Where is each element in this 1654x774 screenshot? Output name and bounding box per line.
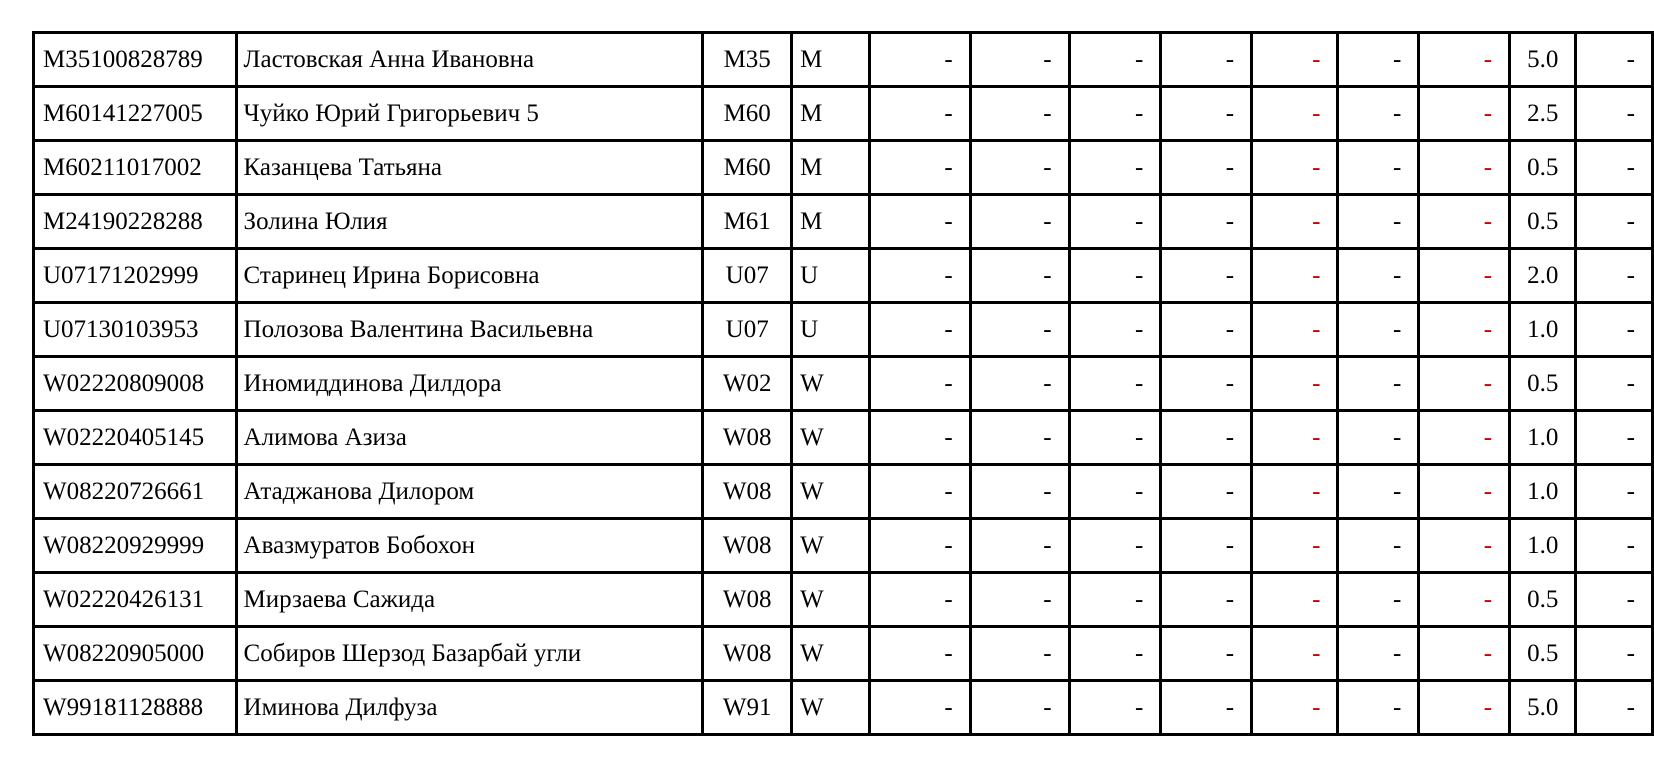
group-code-cell: W02 — [703, 357, 792, 411]
group-code-cell: W08 — [703, 519, 792, 573]
result-cell-4: - — [1161, 33, 1252, 87]
participant-id-cell: U07171202999 — [34, 249, 237, 303]
result-cell-8: - — [1576, 249, 1653, 303]
category-letter-cell: W — [792, 573, 870, 627]
table-body — [34, 33, 1653, 735]
result-cell-3: - — [1069, 195, 1161, 249]
participant-name-cell: Казанцева Татьяна — [236, 141, 703, 195]
table-row — [34, 195, 1653, 249]
table-row — [34, 303, 1653, 357]
result-cell-5: - — [1252, 87, 1338, 141]
result-cell-1: - — [870, 681, 971, 735]
category-letter-cell: W — [792, 465, 870, 519]
results-table — [32, 31, 1654, 736]
participant-name-cell: Алимова Азиза — [236, 411, 703, 465]
table-row — [34, 249, 1653, 303]
participant-name-cell: Атаджанова Дилором — [236, 465, 703, 519]
result-cell-7: - — [1419, 357, 1510, 411]
result-cell-1: - — [870, 519, 971, 573]
participant-id-cell: M24190228288 — [34, 195, 237, 249]
participant-id-cell: M60141227005 — [34, 87, 237, 141]
result-cell-3: - — [1069, 249, 1161, 303]
category-letter-cell: M — [792, 141, 870, 195]
group-code-cell: W91 — [703, 681, 792, 735]
result-cell-6: - — [1338, 195, 1419, 249]
result-cell-5: - — [1252, 519, 1338, 573]
result-cell-5: - — [1252, 357, 1338, 411]
participant-name-cell: Чуйко Юрий Григорьевич 5 — [236, 87, 703, 141]
participant-id-cell: M60211017002 — [34, 141, 237, 195]
category-letter-cell: W — [792, 411, 870, 465]
participant-id-cell: W02220426131 — [34, 573, 237, 627]
result-cell-3: - — [1069, 627, 1161, 681]
result-cell-8: - — [1576, 411, 1653, 465]
result-cell-3: - — [1069, 303, 1161, 357]
group-code-cell: U07 — [703, 303, 792, 357]
group-code-cell: W08 — [703, 627, 792, 681]
participant-id-cell: W02220405145 — [34, 411, 237, 465]
result-cell-1: - — [870, 249, 971, 303]
result-cell-3: - — [1069, 573, 1161, 627]
score-cell: 2.0 — [1510, 249, 1576, 303]
result-cell-7: - — [1419, 87, 1510, 141]
table-row — [34, 33, 1653, 87]
result-cell-2: - — [970, 141, 1069, 195]
result-cell-5: - — [1252, 33, 1338, 87]
result-cell-4: - — [1161, 249, 1252, 303]
category-letter-cell: U — [792, 249, 870, 303]
result-cell-6: - — [1338, 411, 1419, 465]
result-cell-6: - — [1338, 357, 1419, 411]
result-cell-1: - — [870, 573, 971, 627]
score-cell: 5.0 — [1510, 33, 1576, 87]
group-code-cell: M35 — [703, 33, 792, 87]
table-row — [34, 573, 1653, 627]
result-cell-7: - — [1419, 33, 1510, 87]
result-cell-3: - — [1069, 681, 1161, 735]
result-cell-6: - — [1338, 519, 1419, 573]
result-cell-7: - — [1419, 465, 1510, 519]
table-row — [34, 141, 1653, 195]
result-cell-1: - — [870, 465, 971, 519]
result-cell-7: - — [1419, 411, 1510, 465]
participant-name-cell: Золина Юлия — [236, 195, 703, 249]
group-code-cell: M60 — [703, 87, 792, 141]
score-cell: 1.0 — [1510, 411, 1576, 465]
result-cell-1: - — [870, 33, 971, 87]
result-cell-6: - — [1338, 33, 1419, 87]
result-cell-4: - — [1161, 141, 1252, 195]
participant-id-cell: U07130103953 — [34, 303, 237, 357]
result-cell-8: - — [1576, 681, 1653, 735]
table-row — [34, 357, 1653, 411]
result-cell-4: - — [1161, 519, 1252, 573]
result-cell-2: - — [970, 195, 1069, 249]
result-cell-3: - — [1069, 33, 1161, 87]
result-cell-8: - — [1576, 195, 1653, 249]
result-cell-6: - — [1338, 87, 1419, 141]
result-cell-5: - — [1252, 681, 1338, 735]
result-cell-7: - — [1419, 519, 1510, 573]
score-cell: 0.5 — [1510, 573, 1576, 627]
group-code-cell: U07 — [703, 249, 792, 303]
participant-id-cell: W02220809008 — [34, 357, 237, 411]
result-cell-5: - — [1252, 303, 1338, 357]
result-cell-4: - — [1161, 411, 1252, 465]
table-row — [34, 465, 1653, 519]
result-cell-6: - — [1338, 303, 1419, 357]
result-cell-7: - — [1419, 195, 1510, 249]
result-cell-8: - — [1576, 357, 1653, 411]
result-cell-8: - — [1576, 87, 1653, 141]
group-code-cell: M60 — [703, 141, 792, 195]
result-cell-5: - — [1252, 627, 1338, 681]
category-letter-cell: M — [792, 33, 870, 87]
participant-name-cell: Иминова Дилфуза — [236, 681, 703, 735]
result-cell-3: - — [1069, 141, 1161, 195]
result-cell-8: - — [1576, 33, 1653, 87]
result-cell-4: - — [1161, 195, 1252, 249]
result-cell-2: - — [970, 249, 1069, 303]
category-letter-cell: W — [792, 357, 870, 411]
result-cell-7: - — [1419, 303, 1510, 357]
result-cell-7: - — [1419, 141, 1510, 195]
result-cell-1: - — [870, 411, 971, 465]
participant-name-cell: Старинец Ирина Борисовна — [236, 249, 703, 303]
result-cell-6: - — [1338, 465, 1419, 519]
result-cell-5: - — [1252, 141, 1338, 195]
participant-id-cell: W08220905000 — [34, 627, 237, 681]
table-row — [34, 87, 1653, 141]
participant-name-cell: Собиров Шерзод Базарбай угли — [236, 627, 703, 681]
result-cell-1: - — [870, 627, 971, 681]
score-cell: 1.0 — [1510, 519, 1576, 573]
category-letter-cell: W — [792, 681, 870, 735]
group-code-cell: W08 — [703, 411, 792, 465]
result-cell-8: - — [1576, 141, 1653, 195]
result-cell-7: - — [1419, 627, 1510, 681]
result-cell-8: - — [1576, 465, 1653, 519]
score-cell: 0.5 — [1510, 357, 1576, 411]
result-cell-2: - — [970, 573, 1069, 627]
participant-id-cell: W99181128888 — [34, 681, 237, 735]
participant-name-cell: Полозова Валентина Васильевна — [236, 303, 703, 357]
result-cell-6: - — [1338, 681, 1419, 735]
score-cell: 0.5 — [1510, 195, 1576, 249]
score-cell: 1.0 — [1510, 465, 1576, 519]
result-cell-4: - — [1161, 303, 1252, 357]
result-cell-8: - — [1576, 519, 1653, 573]
result-cell-3: - — [1069, 465, 1161, 519]
category-letter-cell: M — [792, 87, 870, 141]
group-code-cell: W08 — [703, 573, 792, 627]
participant-name-cell: Авазмуратов Бобохон — [236, 519, 703, 573]
result-cell-7: - — [1419, 573, 1510, 627]
result-cell-5: - — [1252, 411, 1338, 465]
result-cell-2: - — [970, 303, 1069, 357]
result-cell-3: - — [1069, 519, 1161, 573]
result-cell-1: - — [870, 87, 971, 141]
category-letter-cell: M — [792, 195, 870, 249]
result-cell-5: - — [1252, 573, 1338, 627]
result-cell-7: - — [1419, 249, 1510, 303]
score-cell: 2.5 — [1510, 87, 1576, 141]
group-code-cell: M61 — [703, 195, 792, 249]
participant-id-cell: W08220726661 — [34, 465, 237, 519]
result-cell-4: - — [1161, 573, 1252, 627]
result-cell-2: - — [970, 357, 1069, 411]
category-letter-cell: U — [792, 303, 870, 357]
result-cell-1: - — [870, 303, 971, 357]
participant-name-cell: Ластовская Анна Ивановна — [236, 33, 703, 87]
result-cell-2: - — [970, 681, 1069, 735]
score-cell: 0.5 — [1510, 141, 1576, 195]
result-cell-6: - — [1338, 141, 1419, 195]
result-cell-8: - — [1576, 303, 1653, 357]
result-cell-5: - — [1252, 465, 1338, 519]
result-cell-5: - — [1252, 195, 1338, 249]
result-cell-1: - — [870, 141, 971, 195]
participant-id-cell: M35100828789 — [34, 33, 237, 87]
result-cell-4: - — [1161, 627, 1252, 681]
result-cell-6: - — [1338, 627, 1419, 681]
result-cell-4: - — [1161, 357, 1252, 411]
participant-name-cell: Иномиддинова Дилдора — [236, 357, 703, 411]
result-cell-6: - — [1338, 249, 1419, 303]
result-cell-1: - — [870, 195, 971, 249]
table-row — [34, 627, 1653, 681]
participant-id-cell: W08220929999 — [34, 519, 237, 573]
table-row — [34, 519, 1653, 573]
result-cell-5: - — [1252, 249, 1338, 303]
result-cell-8: - — [1576, 573, 1653, 627]
result-cell-2: - — [970, 627, 1069, 681]
result-cell-6: - — [1338, 573, 1419, 627]
result-cell-4: - — [1161, 465, 1252, 519]
group-code-cell: W08 — [703, 465, 792, 519]
result-cell-2: - — [970, 519, 1069, 573]
table-row — [34, 411, 1653, 465]
result-cell-4: - — [1161, 681, 1252, 735]
result-cell-2: - — [970, 33, 1069, 87]
category-letter-cell: W — [792, 519, 870, 573]
result-cell-3: - — [1069, 357, 1161, 411]
result-cell-7: - — [1419, 681, 1510, 735]
result-cell-2: - — [970, 411, 1069, 465]
result-cell-2: - — [970, 87, 1069, 141]
participant-name-cell: Мирзаева Сажида — [236, 573, 703, 627]
result-cell-3: - — [1069, 87, 1161, 141]
category-letter-cell: W — [792, 627, 870, 681]
result-cell-1: - — [870, 357, 971, 411]
score-cell: 1.0 — [1510, 303, 1576, 357]
result-cell-3: - — [1069, 411, 1161, 465]
score-cell: 0.5 — [1510, 627, 1576, 681]
result-cell-2: - — [970, 465, 1069, 519]
table-row — [34, 681, 1653, 735]
result-cell-4: - — [1161, 87, 1252, 141]
score-cell: 5.0 — [1510, 681, 1576, 735]
result-cell-8: - — [1576, 627, 1653, 681]
